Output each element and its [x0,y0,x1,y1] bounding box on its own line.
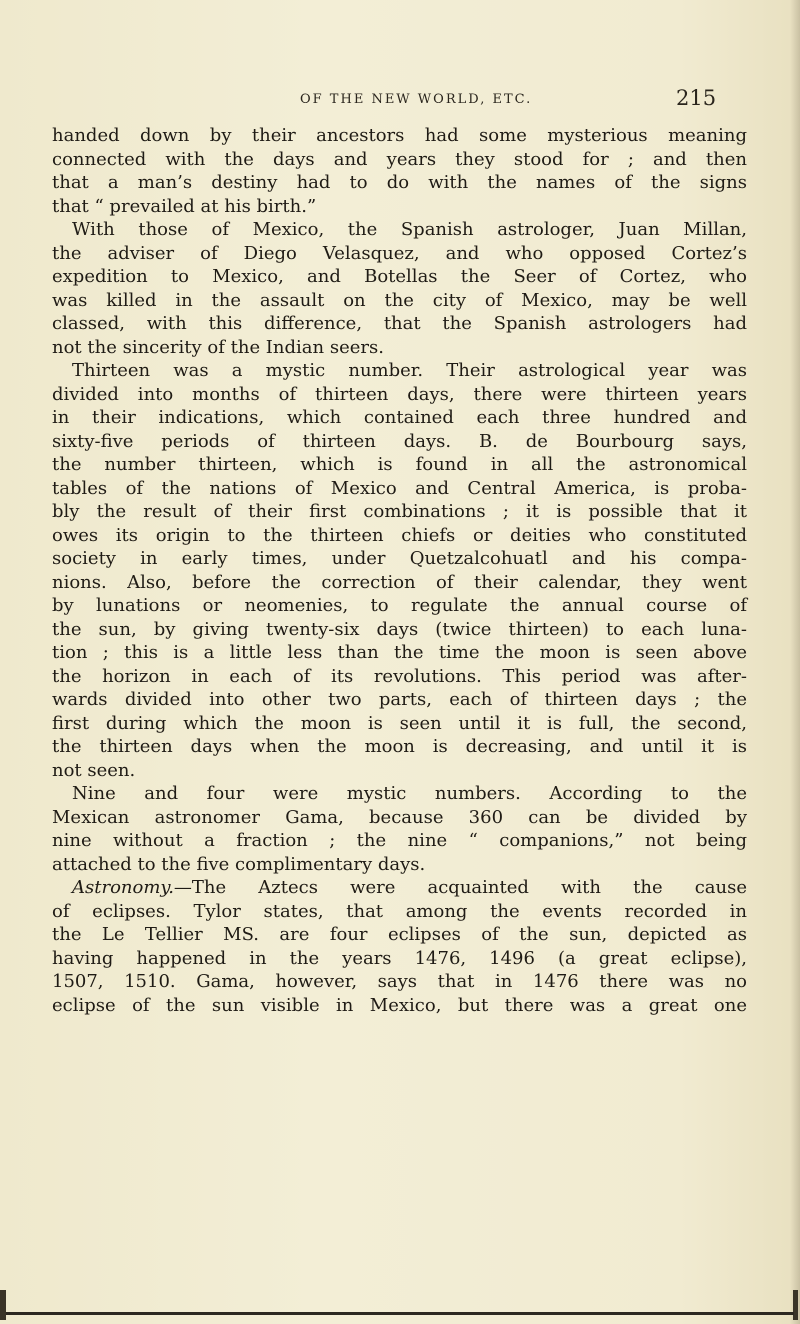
text-line: sixty-five periods of thirteen days. B. de Bourbourg says, [52,430,747,452]
text-line: that a man’s destiny had to do with the names of the signs [52,172,747,193]
body-text [52,124,747,1017]
page-header [0,86,800,116]
text-line: society in early times, under Quetzalcohuatl and his compa- [52,548,747,569]
text-line: wards divided into other two parts, each of thirteen days ; the [52,689,747,710]
text-line: 1507, 1510. Gama, however, says that in 1476 there was no [52,971,747,992]
text-line-astronomy [52,876,747,900]
text-line: not the sincerity of the Indian seers. [52,336,384,358]
text-line: having happened in the years 1476, 1496 (a great eclipse), [52,947,747,969]
text-line: expedition to Mexico, and Botellas the Seer of Cortez, who [52,266,747,287]
text-line: Mexican astronomer Gama, because 360 can be divided by [52,806,747,828]
astronomy-line-text: —The Aztecs were acquainted with the cause [173,877,747,898]
text-line: tables of the nations of Mexico and Central America, is proba- [52,477,747,499]
text-line: handed down by their ancestors had some mysterious meaning [52,125,747,146]
text-line: the horizon in each of its revolutions. This period was after- [52,665,747,687]
text-line: Thirteen was a mystic number. Their astrological year was [72,360,747,381]
text-line: connected with the days and years they stood for ; and then [52,148,747,170]
text-line: Nine and four were mystic numbers. According to the [72,783,747,804]
text-line: tion ; this is a little less than the time the moon is seen above [52,642,747,663]
text-line: not seen. [52,759,136,781]
page-edge-shadow [790,0,800,1324]
page-number: 215 [676,86,717,110]
text-line: divided into months of thirteen days, there were thirteen years [52,383,747,405]
scan-bottom-edge [6,1312,794,1315]
text-line: in their indications, which contained each three hundred and [52,407,747,428]
scan-margin-mark-right [793,1290,798,1320]
text-line: the adviser of Diego Velasquez, and who opposed Cortez’s [52,242,747,264]
text-line: owes its origin to the thirteen chiefs or deities who constituted [52,524,747,546]
text-line: the Le Tellier MS. are four eclipses of the sun, depicted as [52,924,747,945]
text-line: that “ prevailed at his birth.” [52,195,317,217]
text-line: was killed in the assault on the city of Mexico, may be well [52,289,747,311]
text-line: the thirteen days when the moon is decreasing, and until it is [52,736,747,757]
text-line: of eclipses. Tylor states, that among the events recorded in [52,900,747,922]
section-heading-astronomy: Astronomy. [72,877,174,898]
text-line: classed, with this difference, that the Spanish astrologers had [52,313,747,334]
text-line: eclipse of the sun visible in Mexico, but there was a great one [52,994,747,1016]
text-line: bly the result of their first combinations ; it is possible that it [52,501,747,522]
text-line: by lunations or neomenies, to regulate the annual course of [52,595,747,616]
text-line: With those of Mexico, the Spanish astrologer, Juan Millan, [72,219,747,240]
running-head: OF THE NEW WORLD, ETC. [300,92,533,107]
text-line: first during which the moon is seen until it is full, the second, [52,712,747,734]
text-line: the number thirteen, which is found in all the astronomical [52,454,747,475]
text-line: nine without a fraction ; the nine “ companions,” not being [52,830,747,851]
text-line: nions. Also, before the correction of their calendar, they went [52,571,747,593]
scan-margin-mark-left [0,1290,6,1320]
text-line: attached to the five complimentary days. [52,853,426,875]
text-line: the sun, by giving twenty-six days (twice thirteen) to each luna- [52,618,747,640]
